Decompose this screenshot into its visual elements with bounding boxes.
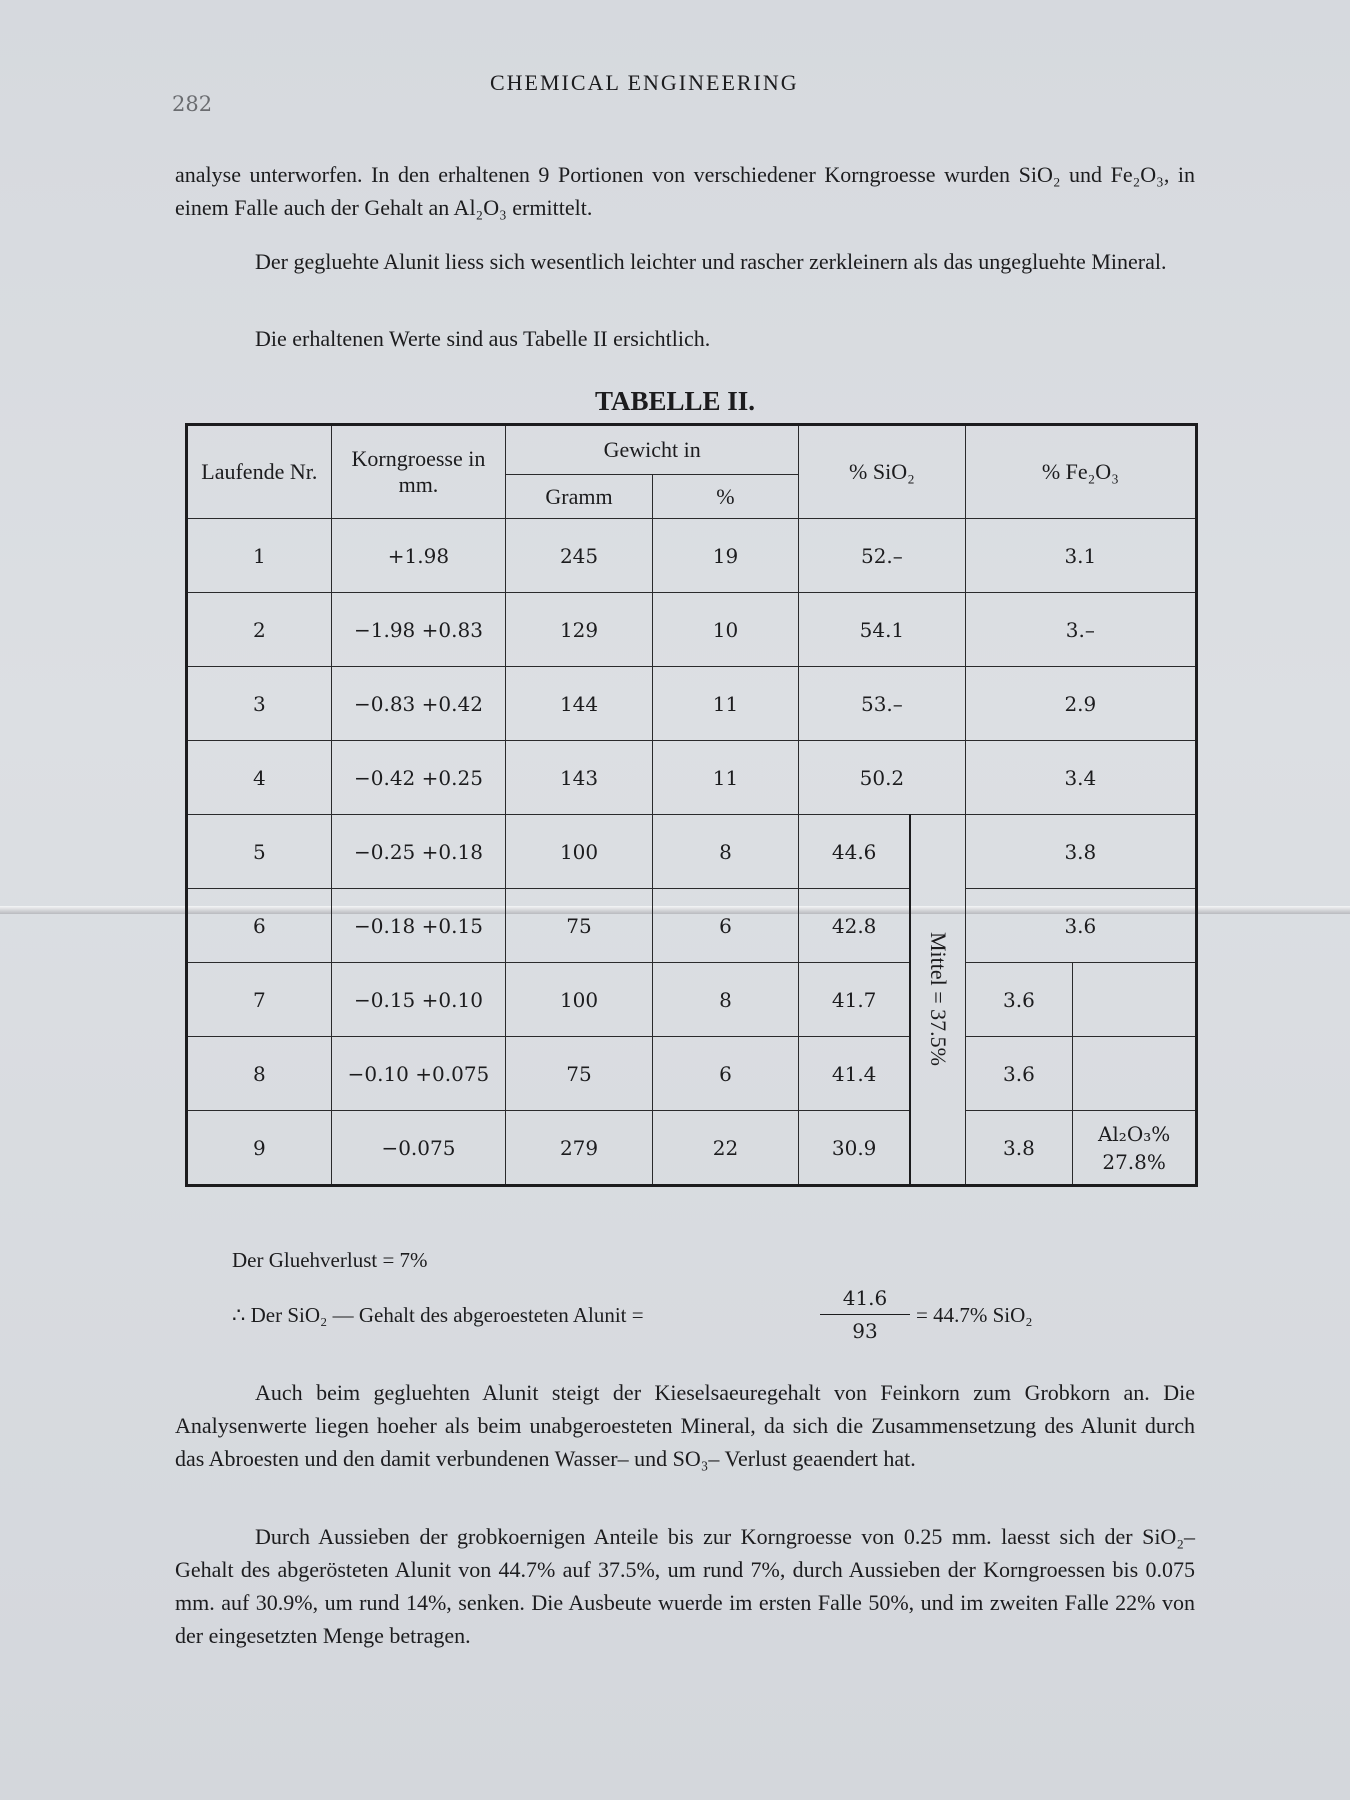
paragraph-text: Die erhaltenen Werte sind aus Tabelle II ersichtlich.: [255, 326, 711, 351]
cell-fe2o3: 3.6: [965, 1037, 1073, 1111]
cell-gramm: 279: [506, 1111, 653, 1186]
cell-korn: −0.25 +0.18: [331, 815, 506, 889]
paragraph-alunit: [175, 245, 1195, 278]
cell-gramm: 75: [506, 889, 653, 963]
cell-sio2: 54.1: [799, 593, 966, 667]
table-row: [187, 889, 1197, 963]
table-row: [187, 963, 1197, 1037]
cell-korn: −0.18 +0.15: [331, 889, 506, 963]
table-row: [187, 593, 1197, 667]
paragraph-text: Durch Aussieben der grobkoernigen Anteile bis zur Korngroesse von 0.25 mm. laesst sich der SiO₂– Gehalt des abgerösteten Alunit von 44.7% auf 37.5%, um rund 7%, durch Aussieben der Korngroessen bis 0.075 mm. auf 30.9%, um rund 14%, senken. Die Ausbeute wuerde im ersten Falle 50%, und im zweiten Falle 22% von der eingesetzten Menge betragen.: [175, 1524, 1195, 1648]
fraction-denominator: 93: [852, 1319, 878, 1343]
cell-nr: 9: [187, 1111, 332, 1186]
cell-sio2: 41.7: [799, 963, 911, 1037]
cell-pct: 8: [652, 815, 798, 889]
cell-pct: 11: [652, 741, 798, 815]
cell-pct: 19: [652, 519, 798, 593]
equation-fraction: [820, 1286, 910, 1343]
cell-gramm: 129: [506, 593, 653, 667]
table-row: [187, 667, 1197, 741]
paragraph-text: analyse unterworfen. In den erhaltenen 9 Portionen von verschiedener Korngroesse wurden SiO₂ und Fe₂O₃, in einem Falle auch der Gehalt an Al₂O₃ ermittelt.: [175, 162, 1195, 220]
cell-pct: 10: [652, 593, 798, 667]
paragraph-text: Der gegluehte Alunit liess sich wesentlich leichter und rascher zerkleinern als das ungegluehte Mineral.: [255, 249, 1167, 274]
cell-sio2: 53.–: [799, 667, 966, 741]
cell-nr: 4: [187, 741, 332, 815]
cell-sio2: 30.9: [799, 1111, 911, 1186]
cell-fe2o3: 2.9: [965, 667, 1196, 741]
cell-korn: −0.15 +0.10: [331, 963, 506, 1037]
cell-pct: 22: [652, 1111, 798, 1186]
data-table: [185, 423, 1198, 1187]
cell-sio2: 44.6: [799, 815, 911, 889]
cell-fe2o3: 3.8: [965, 815, 1196, 889]
table-row: [187, 1037, 1197, 1111]
cell-fe2o3: 3.–: [965, 593, 1196, 667]
cell-korn: −0.10 +0.075: [331, 1037, 506, 1111]
cell-nr: 5: [187, 815, 332, 889]
cell-gramm: 143: [506, 741, 653, 815]
cell-gramm: 100: [506, 963, 653, 1037]
cell-nr: 8: [187, 1037, 332, 1111]
header-laufende-nr: Laufende Nr.: [187, 425, 332, 519]
cell-pct: 8: [652, 963, 798, 1037]
header-gramm: Gramm: [506, 475, 653, 519]
empty-cell: [1073, 963, 1197, 1037]
cell-gramm: 100: [506, 815, 653, 889]
cell-gramm: 245: [506, 519, 653, 593]
al2o3-value: 27.8%: [1102, 1149, 1166, 1174]
cell-korn: −0.075: [331, 1111, 506, 1186]
cell-nr: 1: [187, 519, 332, 593]
paragraph-kieselsaeure: [175, 1376, 1195, 1475]
cell-sio2: 41.4: [799, 1037, 911, 1111]
al2o3-cell: [1073, 1111, 1197, 1186]
paragraph-table-ref: [175, 322, 1195, 355]
cell-korn: +1.98: [331, 519, 506, 593]
cell-sio2: 52.–: [799, 519, 966, 593]
cell-sio2: 50.2: [799, 741, 966, 815]
cell-fe2o3: 3.6: [965, 889, 1196, 963]
mittel-label: Mittel = 37.5%: [910, 815, 965, 1186]
header-korngroesse: Korngroesse in mm.: [331, 425, 506, 519]
cell-fe2o3: 3.1: [965, 519, 1196, 593]
empty-cell: [1073, 1037, 1197, 1111]
paragraph-text: Auch beim gegluehten Alunit steigt der Kieselsaeuregehalt von Feinkorn zum Grobkorn an. Die Analysenwerte liegen hoeher als beim unabgeroesteten Mineral, da sich die Zusammensetzung des Alunit durch das Abroesten und den damit verbundenen Wasser– und SO₃– Verlust geaendert hat.: [175, 1380, 1195, 1471]
cell-sio2: 42.8: [799, 889, 911, 963]
running-head: CHEMICAL ENGINEERING: [490, 70, 799, 95]
al2o3-label: Al₂O₃%: [1097, 1121, 1171, 1146]
equation-left: ∴ Der SiO₂ — Gehalt des abgeroesteten Alunit =: [232, 1303, 644, 1327]
table-row: [187, 815, 1197, 889]
cell-korn: −0.42 +0.25: [331, 741, 506, 815]
cell-gramm: 144: [506, 667, 653, 741]
header-gewicht: Gewicht in: [506, 425, 799, 475]
cell-nr: 6: [187, 889, 332, 963]
cell-nr: 2: [187, 593, 332, 667]
header-prozent: %: [652, 475, 798, 519]
paragraph-intro: [175, 158, 1195, 224]
table-row: [187, 519, 1197, 593]
cell-gramm: 75: [506, 1037, 653, 1111]
cell-fe2o3: 3.4: [965, 741, 1196, 815]
paragraph-aussieben: [175, 1520, 1195, 1652]
gluehverlust: Der Gluehverlust = 7%: [232, 1248, 428, 1272]
cell-fe2o3: 3.8: [965, 1111, 1073, 1186]
cell-nr: 3: [187, 667, 332, 741]
cell-korn: −0.83 +0.42: [331, 667, 506, 741]
header-fe2o3: % Fe₂O₃: [965, 425, 1196, 519]
cell-pct: 6: [652, 889, 798, 963]
cell-pct: 11: [652, 667, 798, 741]
cell-pct: 6: [652, 1037, 798, 1111]
equation-right: = 44.7% SiO₂: [916, 1303, 1033, 1327]
cell-korn: −1.98 +0.83: [331, 593, 506, 667]
page-number: 282: [172, 92, 213, 116]
table-row: [187, 741, 1197, 815]
cell-nr: 7: [187, 963, 332, 1037]
header-sio2: % SiO₂: [799, 425, 966, 519]
table-caption: TABELLE II.: [594, 386, 756, 416]
cell-fe2o3: 3.6: [965, 963, 1073, 1037]
table-row: [187, 1111, 1197, 1186]
fraction-numerator: 41.6: [820, 1286, 910, 1315]
